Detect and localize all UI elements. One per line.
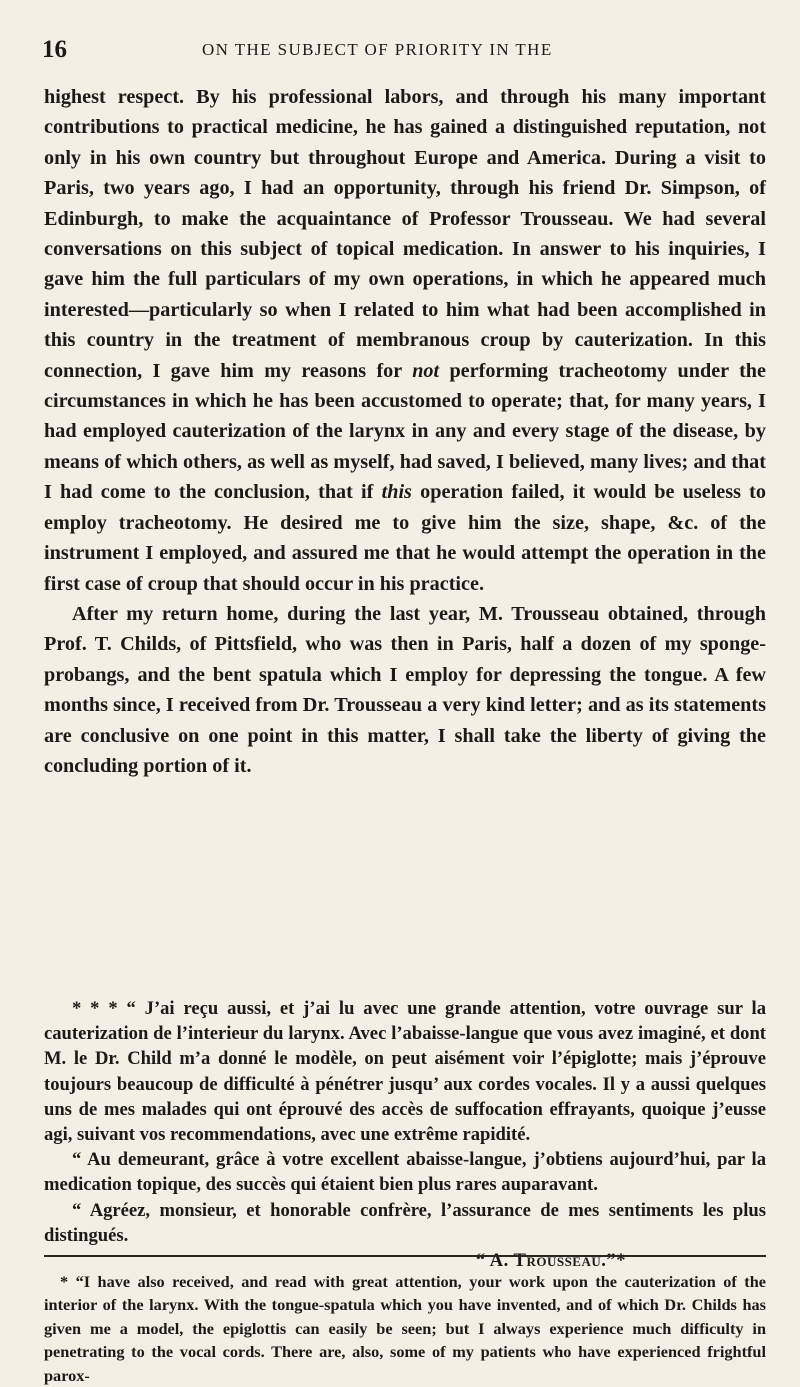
emphasis: not [412, 359, 440, 382]
paragraph [44, 82, 766, 599]
paragraph: After my return home, during the last year, M. Trousseau obtained, through Prof. T. Childs, of Pittsfield, who was then in Paris, half a dozen of my sponge-probangs, and the bent spatula which I employ for depressing the tongue. A few months since, I received from Dr. Trousseau a very kind letter; and as its statements are conclusive on one point in this matter, I shall take the liberty of giving the concluding portion of it. [44, 602, 766, 777]
letter-paragraph: * * * “ J’ai reçu aussi, et j’ai lu avec une grande attention, votre ouvrage sur la cauterization de l’interieur du larynx. Avec l’abaisse-langue que vous avez imaginé, et dont M. le Dr. Child m’a donné le modèle, on peut aisément voir l’épiglotte; mais j’éprouve toujours beaucoup de difficulté à pénétrer jusqu’ aux cordes vocales. Il y a aussi quelques uns de mes malades qui ont éprouvé des accès de suffocation effrayants, quoique j’eusse agi, suivant vos recommendations, avec une extrême rapidité. [44, 998, 766, 1146]
page-number: 16 [42, 36, 67, 63]
text-run: performing tracheotomy under the circumstances in which he has been accustomed to operate; that, for many years, I had employed cauterization of the larynx in any and every stage of the disease, by means of which others, as well as myself, had saved, I believed, many lives; and that I had come to the conclusion, that if [44, 359, 766, 504]
text-run: operation failed, it would be useless to employ tracheotomy. He desired me to give him the size, shape, &c. of the instrument I employed, and assured me that he would attempt the operation in the first case of croup that should occur in his practice. [44, 481, 766, 595]
letter-signature: “ A. Trousseau.”* [475, 1250, 626, 1272]
footnote [44, 1270, 766, 1387]
letter-paragraph: “ Au demeurant, grâce à votre excellent abaisse-langue, j’obtiens aujourd’hui, par la medication topique, des succès qui étaient bien plus rares auparavant. [44, 1149, 766, 1196]
footnote-divider [44, 1255, 766, 1257]
letter-paragraph: “ Agréez, monsieur, et honorable confrère, l’assurance de mes sentiments les plus distingués. [44, 1199, 766, 1246]
running-header [42, 36, 758, 66]
quoted-letter [44, 996, 766, 1273]
running-title: ON THE SUBJECT OF PRIORITY IN THE [202, 40, 553, 59]
emphasis: this [381, 481, 412, 504]
main-text [44, 82, 766, 781]
text-run: highest respect. By his professional labors, and through his many important contributions to practical medicine, he has gained a distinguished reputation, not only in his own country but throughout Europe and America. During a visit to Paris, two years ago, I had an opportunity, through his friend Dr. Simpson, of Edinburgh, to make the acquaintance of Professor Trousseau. We had several conversations on this subject of topical medication. In answer to his inquiries, I gave him the full particulars of my own operations, in which he appeared much interested—particularly so when I related to him what had been accomplished in this country in the treatment of membranous croup by cauterization. In this connection, I gave him my reasons for [44, 86, 766, 382]
footnote-text: * “I have also received, and read with great attention, your work upon the cauterization of the interior of the larynx. With the tongue-spatula which you have invented, and of which Dr. Childs has given me a model, the epiglottis can easily be seen; but I always experience much difficulty in penetrating to the vocal cords. There are, also, some of my patients who have experienced frightful parox- [44, 1272, 766, 1385]
